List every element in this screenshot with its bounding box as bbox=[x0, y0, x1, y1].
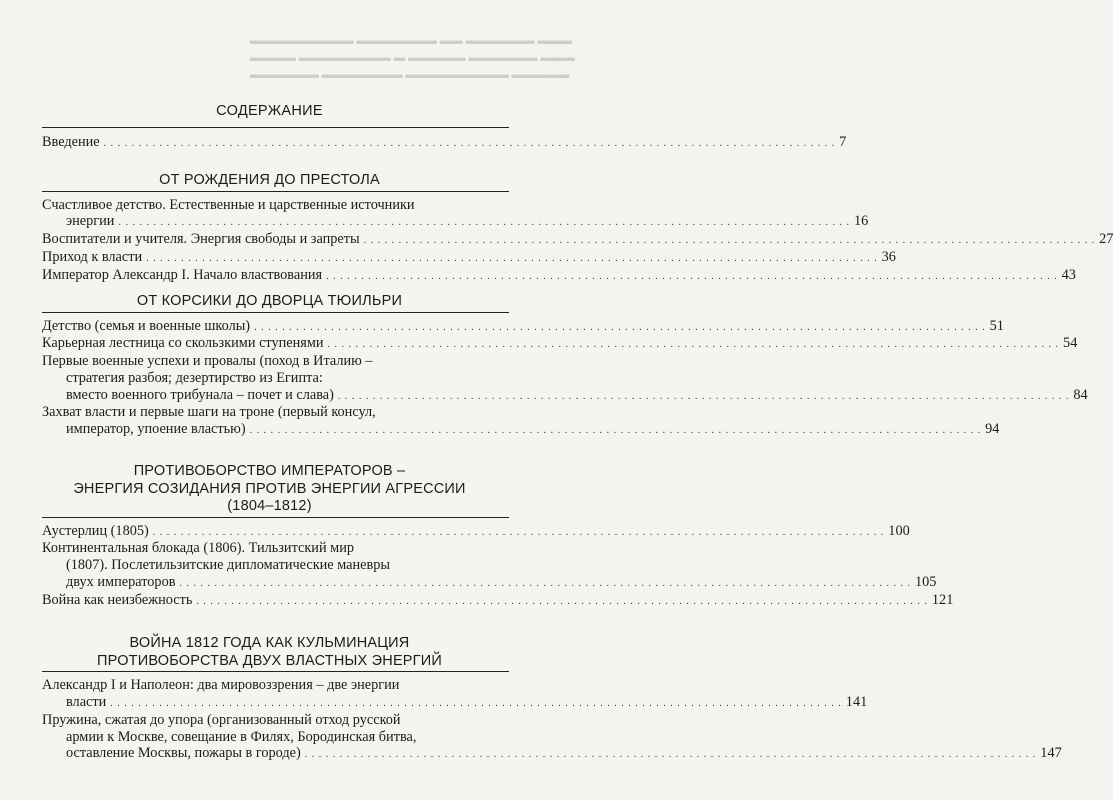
leader-dots bbox=[196, 592, 928, 610]
section-heading: ЭНЕРГИЯ СОЗИДАНИЯ ПРОТИВ ЭНЕРГИИ АГРЕССИИ bbox=[73, 480, 466, 497]
leader-dots bbox=[305, 745, 1037, 763]
entry-text: оставление Москвы, пожары в городе) bbox=[66, 745, 301, 762]
leader-dots bbox=[326, 267, 1058, 285]
toc-entry-line: (1807). Послетильзитские дипломатические маневры bbox=[66, 557, 391, 574]
section-divider bbox=[42, 671, 509, 672]
page-number: 141 bbox=[845, 693, 868, 710]
toc-entry-line: Александр I и Наполеон: два мировоззрения – две энергии bbox=[42, 677, 400, 693]
toc-entry-line: стратегия разбоя; дезертирство из Египта: bbox=[66, 369, 323, 386]
entry-text: энергии bbox=[66, 213, 115, 230]
section-heading: ПРОТИВОБОРСТВА ДВУХ ВЛАСТНЫХ ЭНЕРГИЙ bbox=[97, 652, 442, 669]
leader-dots bbox=[250, 421, 982, 439]
page-number: 36 bbox=[881, 248, 896, 265]
section-divider bbox=[42, 127, 509, 128]
page-title: СОДЕРЖАНИЕ bbox=[216, 103, 323, 119]
page-number: 84 bbox=[1073, 386, 1088, 403]
entry-text: Детство (семья и военные школы) bbox=[42, 317, 251, 334]
leader-dots bbox=[364, 231, 1096, 249]
bleed-through: ▬▬▬ ▬▬▬▬▬▬ ▬▬▬▬▬ ▬ ▬▬▬▬▬▬▬▬ ▬▬▬▬ bbox=[250, 52, 575, 64]
leader-dots bbox=[153, 523, 885, 541]
entry-text: вместо военного трибунала – почет и слава) bbox=[66, 386, 334, 403]
toc-entry-line: Счастливое детство. Естественные и царственные источники bbox=[42, 196, 415, 213]
page-number: 43 bbox=[1061, 266, 1076, 283]
toc-entry[interactable] bbox=[66, 213, 869, 231]
entry-text: Война как неизбежность bbox=[42, 591, 193, 608]
section-heading: ВОЙНА 1812 ГОДА КАК КУЛЬМИНАЦИЯ bbox=[129, 635, 410, 651]
toc-entry[interactable] bbox=[42, 591, 954, 610]
entry-text: император, упоение властью) bbox=[66, 421, 246, 438]
toc-entry[interactable] bbox=[66, 421, 1000, 439]
entry-text: Введение bbox=[42, 134, 100, 150]
leader-dots bbox=[338, 387, 1070, 405]
page-number: 121 bbox=[931, 591, 954, 608]
leader-dots bbox=[179, 574, 911, 592]
page-number: 27 bbox=[1099, 231, 1113, 248]
leader-dots bbox=[104, 134, 836, 152]
toc-entry[interactable] bbox=[66, 693, 868, 712]
toc-entry[interactable] bbox=[42, 522, 910, 541]
page-number: 16 bbox=[853, 213, 869, 230]
bleed-through: ▬▬▬▬▬ ▬▬▬▬▬▬▬▬▬ ▬▬▬▬▬▬▬ ▬▬▬▬▬▬ bbox=[250, 69, 570, 81]
page-number: 54 bbox=[1063, 335, 1078, 352]
section-heading: ПРОТИВОБОРСТВО ИМПЕРАТОРОВ – bbox=[133, 463, 406, 479]
toc-entry[interactable] bbox=[66, 574, 937, 592]
section-divider bbox=[42, 312, 509, 313]
toc-entry-line: Пружина, сжатая до упора (организованный отход русской bbox=[42, 711, 401, 728]
section-heading: (1804–1812) bbox=[227, 498, 312, 514]
toc-entry[interactable] bbox=[42, 317, 1004, 336]
toc-entry[interactable] bbox=[66, 745, 1062, 763]
toc-entry-line: Континентальная блокада (1806). Тильзитский мир bbox=[42, 540, 355, 557]
section-divider bbox=[42, 191, 509, 192]
leader-dots bbox=[254, 318, 986, 336]
entry-text: Император Александр I. Начало властвования bbox=[42, 266, 323, 283]
page-number: 51 bbox=[989, 317, 1004, 334]
toc-entry-intro[interactable] bbox=[42, 134, 847, 152]
leader-dots bbox=[110, 694, 842, 712]
entry-text: двух императоров bbox=[66, 574, 176, 590]
page-number: 7 bbox=[839, 134, 847, 150]
toc-entry[interactable] bbox=[42, 248, 896, 267]
entry-text: Приход к власти bbox=[42, 248, 143, 265]
toc-entry[interactable] bbox=[66, 386, 1088, 405]
bleed-through: ▬▬▬ ▬▬▬▬▬▬ ▬▬ ▬▬▬▬▬▬▬ ▬▬▬▬▬▬▬▬▬ bbox=[250, 35, 572, 47]
page-number: 94 bbox=[985, 421, 1000, 438]
section-divider bbox=[42, 517, 509, 518]
page-number: 100 bbox=[888, 522, 910, 539]
section-heading: ОТ КОРСИКИ ДО ДВОРЦА ТЮИЛЬРИ bbox=[136, 293, 403, 309]
toc-entry[interactable] bbox=[42, 335, 1078, 353]
toc-entry-line: Захват власти и первые шаги на троне (первый консул, bbox=[42, 404, 376, 421]
leader-dots bbox=[118, 213, 850, 231]
entry-text: Карьерная лестница со скользкими ступенями bbox=[42, 335, 324, 352]
page-number: 147 bbox=[1040, 745, 1062, 762]
leader-dots bbox=[328, 335, 1060, 353]
entry-text: власти bbox=[66, 693, 107, 710]
toc-entry-line: армии к Москве, совещание в Филях, Бородинская битва, bbox=[66, 728, 417, 745]
section-heading: ОТ РОЖДЕНИЯ ДО ПРЕСТОЛА bbox=[159, 172, 380, 188]
toc-entry-line: Первые военные успехи и провалы (поход в Италию – bbox=[42, 352, 373, 369]
leader-dots bbox=[146, 249, 878, 267]
entry-text: Аустерлиц (1805) bbox=[42, 522, 149, 539]
toc-entry[interactable] bbox=[42, 231, 1113, 249]
entry-text: Воспитатели и учителя. Энергия свободы и запреты bbox=[42, 231, 360, 248]
page-number: 105 bbox=[914, 574, 937, 590]
toc-entry[interactable] bbox=[42, 266, 1076, 285]
